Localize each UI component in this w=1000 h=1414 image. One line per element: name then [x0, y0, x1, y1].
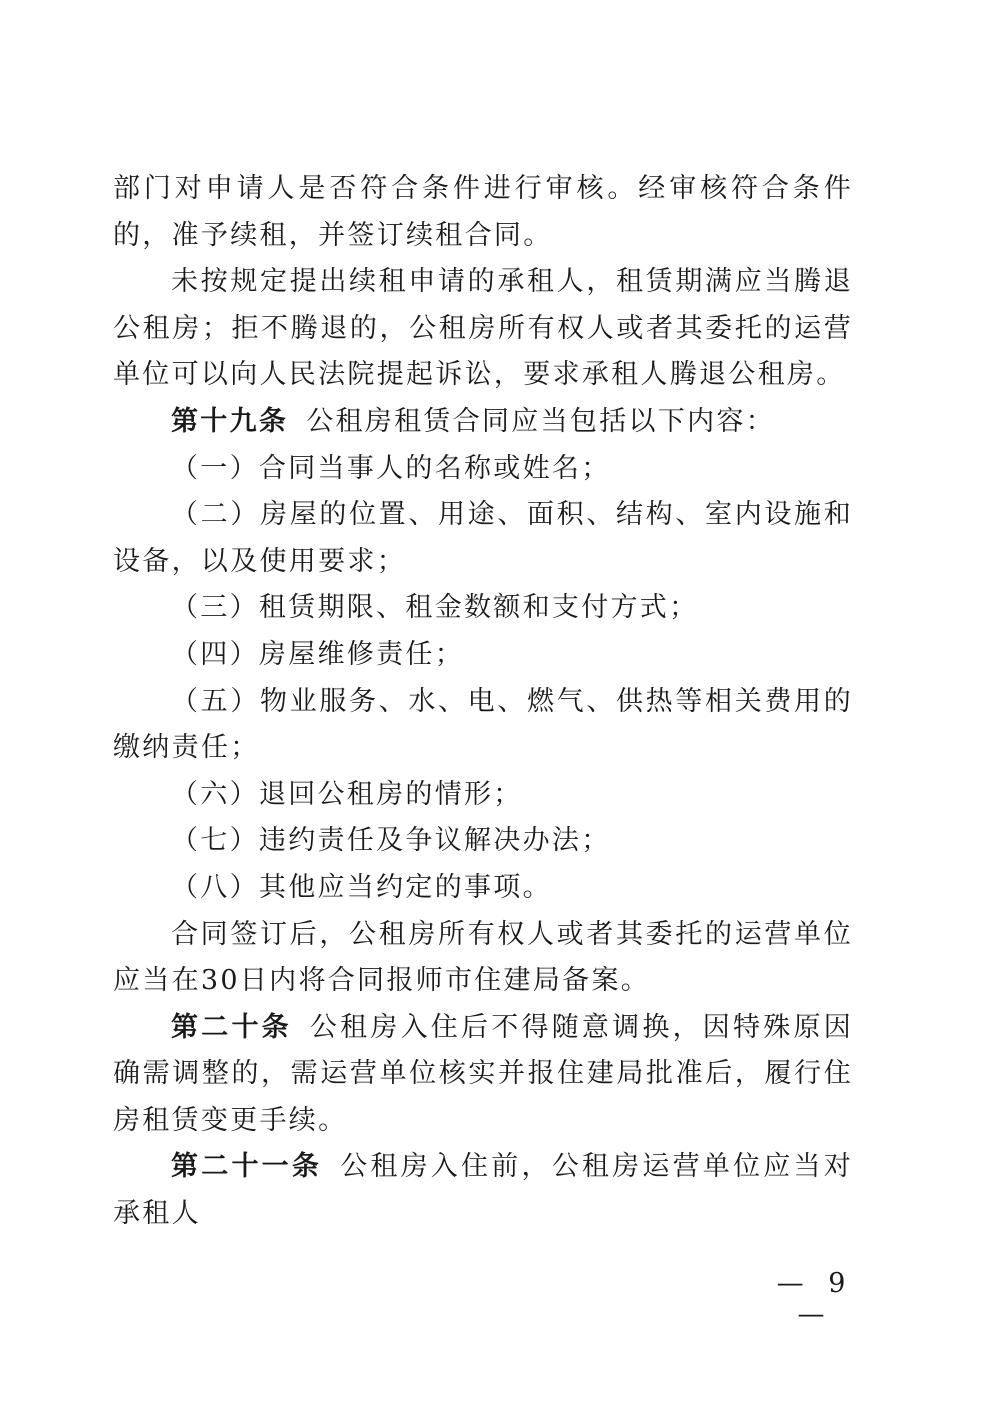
list-item-3	[113, 585, 853, 632]
list-item-6	[113, 772, 853, 819]
paragraph-1	[113, 166, 853, 259]
article-19-text: 公租房租赁合同应当包括以下内容：	[306, 405, 776, 437]
list-item-8	[113, 865, 853, 912]
article-21-heading: 第二十一条	[171, 1151, 323, 1183]
article-20	[113, 1005, 853, 1145]
list-item-4	[113, 632, 853, 679]
list-item-2-text: （二）房屋的位置、用途、面积、结构、室内设施和设备，以及使用要求；	[113, 499, 853, 577]
list-item-6-text: （六）退回公租房的情形；	[171, 778, 523, 810]
article-20-text: 公租房入住后不得随意调换，因特殊原因确需调整的，需运营单位核实并报住建局批准后，履行住房租赁变更手续。	[113, 1011, 854, 1136]
paragraph-2-text: 未按规定提出续租申请的承租人，租赁期满应当腾退公租房；拒不腾退的，公租房所有权人或者其委托的运营单位可以向人民法院提起诉讼，要求承租人腾退公租房。	[113, 266, 853, 391]
list-item-4-text: （四）房屋维修责任；	[171, 638, 464, 670]
list-item-7-text: （七）违约责任及争议解决办法；	[171, 825, 611, 857]
list-item-5	[113, 679, 853, 772]
list-item-1	[113, 446, 853, 493]
article-21	[113, 1144, 853, 1237]
list-item-7	[113, 818, 853, 865]
article-20-heading: 第二十条	[171, 1011, 292, 1043]
page-number: — 9 —	[776, 1268, 854, 1330]
paragraph-filing-text: 合同签订后，公租房所有权人或者其委托的运营单位应当在30日内将合同报师市住建局备案。	[113, 918, 853, 997]
article-19	[113, 399, 853, 446]
paragraph-1-text: 部门对申请人是否符合条件进行审核。经审核符合条件的，准予续租，并签订续租合同。	[113, 173, 853, 251]
list-item-5-text: （五）物业服务、水、电、燃气、供热等相关费用的缴纳责任；	[113, 685, 853, 764]
list-item-2	[113, 492, 853, 585]
paragraph-filing	[113, 912, 853, 1005]
article-19-heading: 第十九条	[171, 405, 289, 437]
body-text	[113, 166, 853, 1238]
list-item-8-text: （八）其他应当约定的事项。	[171, 871, 552, 903]
list-item-1-text: （一）合同当事人的名称或姓名；	[171, 452, 611, 484]
article-21-text: 公租房入住前，公租房运营单位应当对承租人	[113, 1151, 853, 1230]
paragraph-2	[113, 259, 853, 399]
list-item-3-text: （三）租赁期限、租金数额和支付方式；	[171, 592, 699, 624]
